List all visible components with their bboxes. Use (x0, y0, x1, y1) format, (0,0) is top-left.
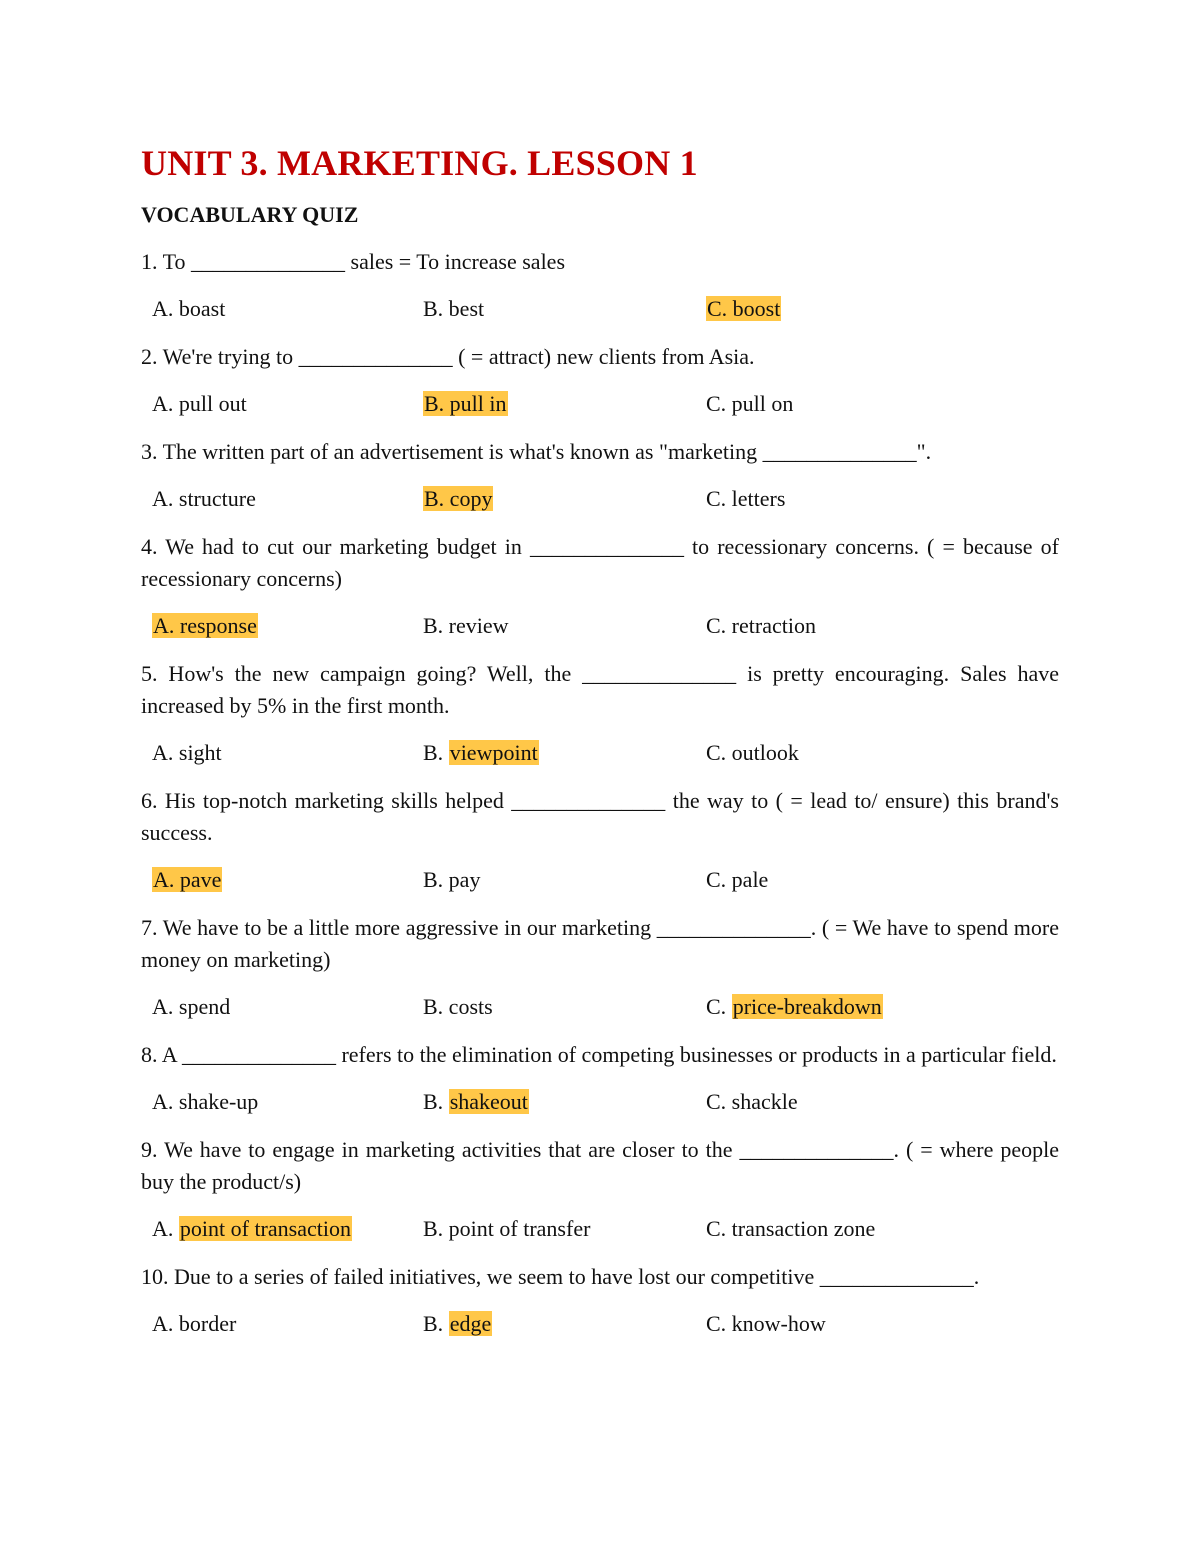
answer-options (141, 293, 1059, 325)
highlighted-answer: C. boost (707, 296, 781, 321)
quiz-subtitle: VOCABULARY QUIZ (141, 202, 359, 227)
option-label: C. know-how (706, 1311, 826, 1336)
option-label: B. (423, 740, 449, 765)
question-text: 1. To ______________ sales = To increase sales (141, 249, 566, 274)
answer-options (141, 991, 1059, 1023)
option-label: B. (423, 1311, 449, 1336)
answer-option (706, 1213, 875, 1245)
answer-option (152, 483, 256, 515)
question-text: 5. How's the new campaign going? Well, the ______________ is pretty encouraging. Sales have increased by 5% in the first month. (141, 661, 1059, 718)
question-text: 9. We have to engage in marketing activities that are closer to the ______________. ( = where people buy the product/s) (141, 1137, 1059, 1194)
highlighted-answer: B. pull in (424, 391, 507, 416)
answer-option (423, 388, 508, 420)
question-text: 6. His top-notch marketing skills helped ______________ the way to ( = lead to/ ensure) this brand's success. (141, 788, 1059, 845)
question-text: 4. We had to cut our marketing budget in ______________ to recessionary concerns. ( = because of recessionary concerns) (141, 534, 1059, 591)
option-label: A. shake-up (152, 1089, 259, 1114)
answer-option (152, 1308, 236, 1340)
answer-option (706, 610, 816, 642)
option-label: C. letters (706, 486, 786, 511)
option-label: B. best (423, 296, 485, 321)
answer-option (423, 1213, 590, 1245)
answer-options (141, 483, 1059, 515)
highlighted-answer: viewpoint (449, 740, 538, 765)
option-label: A. (152, 1216, 179, 1241)
answer-option (423, 293, 484, 325)
option-label: B. review (423, 613, 509, 638)
answer-option (423, 483, 493, 515)
answer-option (152, 1213, 352, 1245)
answer-option (152, 293, 225, 325)
answer-option (423, 1086, 529, 1118)
option-label: C. (706, 994, 732, 1019)
highlighted-answer: A. pave (153, 867, 222, 892)
answer-option (706, 1086, 798, 1118)
answer-option (152, 610, 258, 642)
option-label: B. costs (423, 994, 493, 1019)
highlighted-answer: B. copy (424, 486, 493, 511)
option-label: B. pay (423, 867, 481, 892)
answer-option (152, 737, 222, 769)
option-label: C. outlook (706, 740, 799, 765)
answer-options (141, 864, 1059, 896)
highlighted-answer: A. response (153, 613, 257, 638)
answer-option (706, 293, 781, 325)
highlighted-answer: edge (449, 1311, 492, 1336)
answer-option (423, 610, 509, 642)
answer-option (423, 864, 480, 896)
answer-option (152, 1086, 258, 1118)
answer-option (423, 737, 539, 769)
option-label: C. shackle (706, 1089, 798, 1114)
answer-option (423, 1308, 492, 1340)
answer-options (141, 1308, 1059, 1340)
option-label: A. spend (152, 994, 231, 1019)
question-list (141, 246, 1059, 1340)
answer-options (141, 388, 1059, 420)
answer-options (141, 737, 1059, 769)
quiz-document (141, 140, 1059, 1340)
highlighted-answer: shakeout (449, 1089, 528, 1114)
option-label: C. retraction (706, 613, 816, 638)
option-label: C. transaction zone (706, 1216, 876, 1241)
question-text: 10. Due to a series of failed initiatives, we seem to have lost our competitive ______________. (141, 1264, 980, 1289)
option-label: A. structure (152, 486, 256, 511)
question-text: 8. A ______________ refers to the elimination of competing businesses or products in a particular field. (141, 1042, 1057, 1067)
answer-option (706, 991, 883, 1023)
answer-options (141, 1213, 1059, 1245)
answer-option (706, 1308, 826, 1340)
answer-options (141, 1086, 1059, 1118)
option-label: B. (423, 1089, 449, 1114)
option-label: A. border (152, 1311, 237, 1336)
answer-option (152, 388, 247, 420)
answer-option (152, 991, 230, 1023)
option-label: A. pull out (152, 391, 247, 416)
answer-option (706, 737, 799, 769)
answer-option (423, 991, 493, 1023)
question-text: 2. We're trying to ______________ ( = attract) new clients from Asia. (141, 344, 755, 369)
highlighted-answer: point of transaction (179, 1216, 351, 1241)
answer-option (706, 864, 768, 896)
option-label: A. sight (152, 740, 222, 765)
option-label: C. pull on (706, 391, 794, 416)
answer-options (141, 610, 1059, 642)
answer-option (706, 483, 785, 515)
highlighted-answer: price-breakdown (732, 994, 882, 1019)
question-text: 3. The written part of an advertisement is what's known as "marketing ______________". (141, 439, 932, 464)
option-label: C. pale (706, 867, 769, 892)
answer-option (152, 864, 222, 896)
question-text: 7. We have to be a little more aggressive in our marketing ______________. ( = We have to spend more money on marketing) (141, 915, 1059, 972)
option-label: A. boast (152, 296, 226, 321)
page-title: UNIT 3. MARKETING. LESSON 1 (141, 143, 698, 183)
option-label: B. point of transfer (423, 1216, 591, 1241)
answer-option (706, 388, 793, 420)
